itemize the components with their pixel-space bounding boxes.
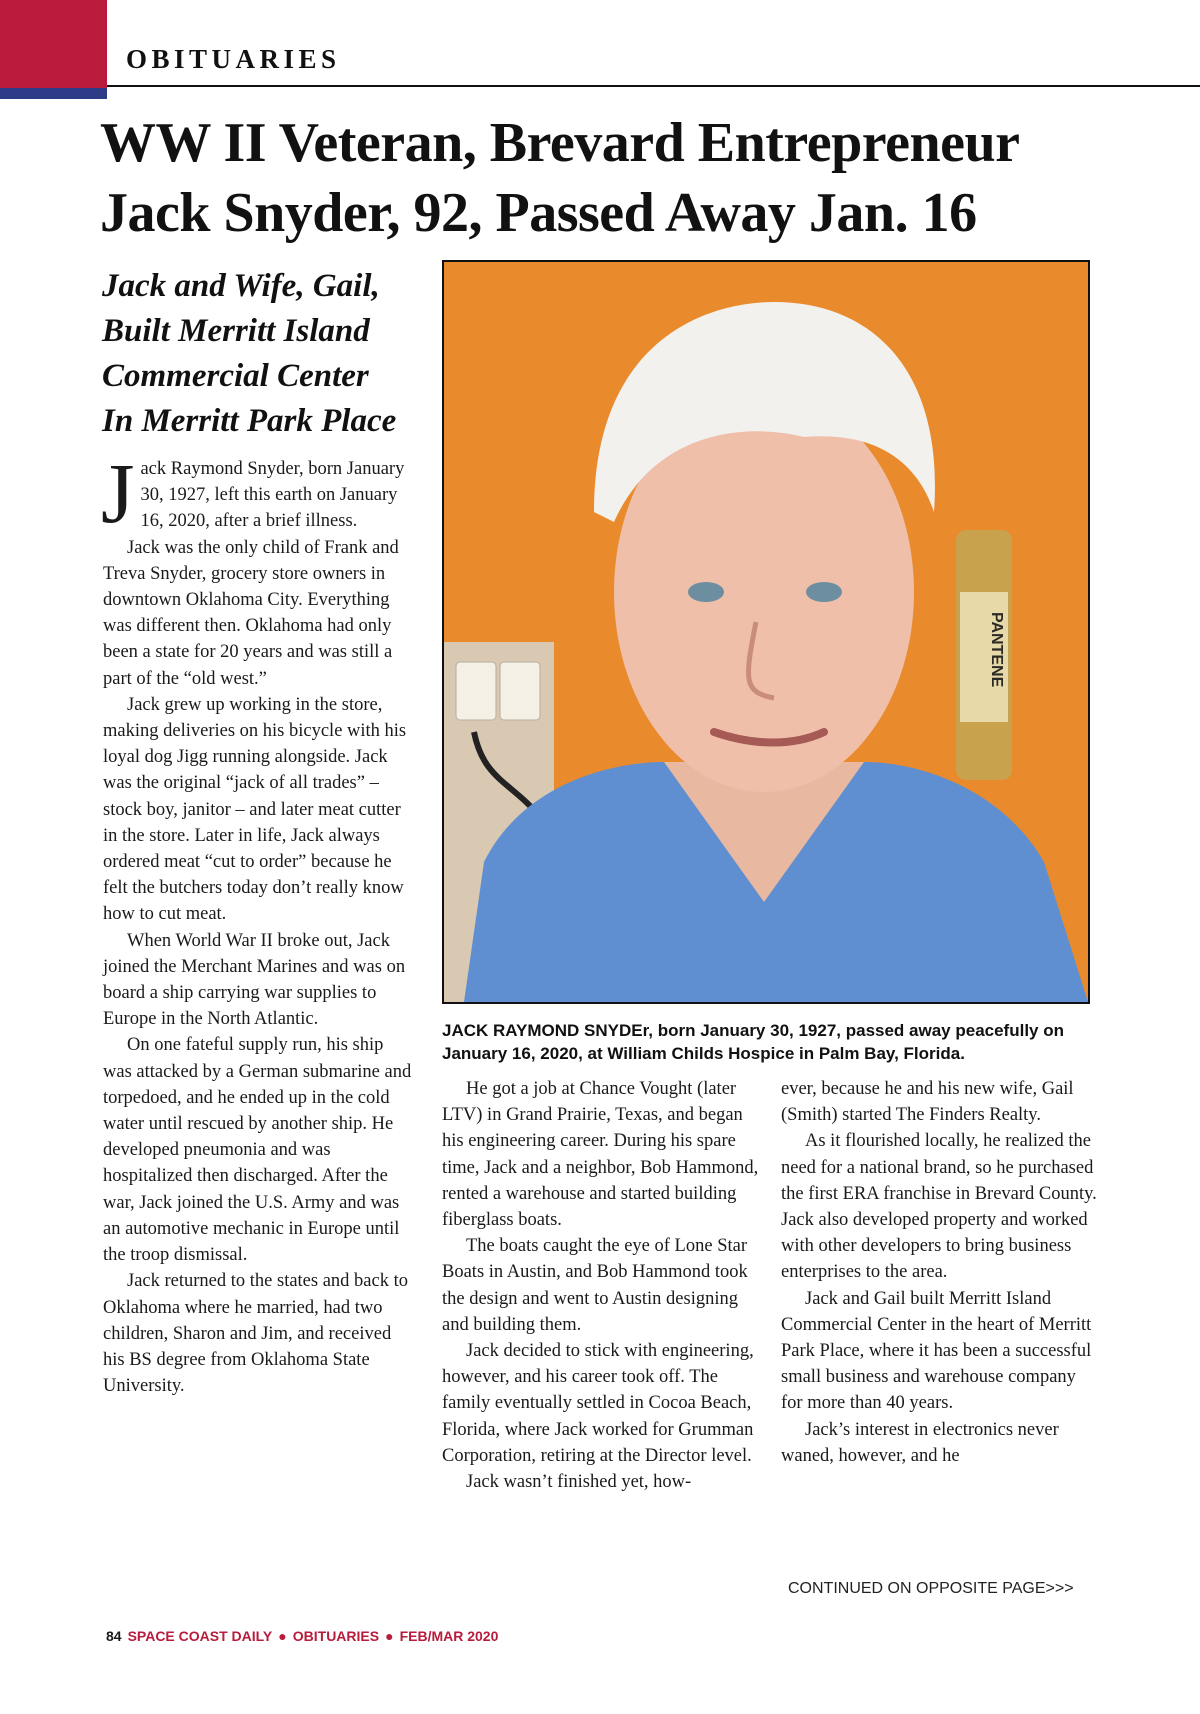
paragraph-5: On one fateful supply run, his ship was attacked by a German submarine and torpedoed, and he ended up in the cold water until rescued by another ship. He developed pneumonia and was hospitalized then discharged. After the war, Jack joined the U.S. Army and was an automotive mechanic in Europe until the troop dismissal.: [103, 1035, 412, 1266]
headline-line-2: Jack Snyder, 92, Passed Away Jan. 16: [100, 182, 977, 244]
footer-issue: FEB/MAR 2020: [399, 1628, 499, 1644]
paragraph-14: Jack’s interest in electronics never waned, however, and he: [781, 1419, 1059, 1466]
portrait-illustration: [444, 262, 1088, 1002]
page-footer: [106, 1628, 498, 1644]
page-number: 84: [106, 1628, 122, 1644]
footer-separator-2: ●: [385, 1628, 394, 1644]
photo-caption: JACK RAYMOND SNYDEr, born January 30, 1927, passed away peacefully on January 16, 2020, at William Childs Hospice in Palm Bay, Florida.: [442, 1021, 1064, 1063]
drop-cap: J: [101, 445, 135, 541]
paragraph-8: The boats caught the eye of Lone Star Boats in Austin, and Bob Hammond took the design and went to Austin designing and building them.: [442, 1236, 748, 1335]
paragraph-11: ever, because he and his new wife, Gail (Smith) started The Finders Realty.: [781, 1079, 1074, 1126]
paragraph-1-text: ack Raymond Snyder, born January 30, 1927, left this earth on January 16, 2020, after a brief illness.: [140, 459, 405, 532]
article-column-3: [781, 1076, 1101, 1469]
wall-outlet-1: [456, 662, 496, 720]
subhead-line-4: In Merritt Park Place: [102, 403, 397, 439]
pantene-can-text: PANTENE: [988, 612, 1005, 688]
publication-name: SPACE COAST DAILY: [127, 1628, 273, 1644]
portrait-photo: [442, 260, 1090, 1004]
paragraph-3: Jack grew up working in the store, making deliveries on his bicycle with his loyal dog Jigg running alongside. Jack was the original “jack of all trades” – stock boy, janitor – and later meat cutter in the store. Later in life, Jack always ordered meat “cut to order” because he felt the butchers today don’t really know how to cut meat.: [103, 694, 407, 925]
paragraph-7: He got a job at Chance Vought (later LTV) in Grand Prairie, Texas, and began his engineering career. During his spare time, Jack and a neighbor, Bob Hammond, rented a warehouse and started building fiberglass boats.: [442, 1079, 759, 1231]
footer-section: OBITUARIES: [292, 1628, 380, 1644]
paragraph-1: [101, 445, 416, 541]
paragraph-2: Jack was the only child of Frank and Treva Snyder, grocery store owners in downtown Oklahoma City. Everything was different then. Oklahoma had only been a state for 20 years and was still a part of the “old west.”: [103, 537, 399, 689]
continued-note: CONTINUED ON OPPOSITE PAGE>>>: [788, 1580, 1074, 1597]
header-accent-block: [0, 0, 107, 88]
subhead-line-3: Commercial Center: [102, 358, 369, 394]
footer-separator-1: ●: [278, 1628, 287, 1644]
section-label: OBITUARIES: [126, 44, 341, 74]
article-column-1: [101, 445, 416, 1399]
paragraph-6: Jack returned to the states and back to Oklahoma where he married, had two children, Sharon and Jim, and received his BS degree from Oklahoma State University.: [103, 1271, 408, 1397]
right-eye: [806, 582, 842, 602]
header-accent-line: [0, 88, 107, 99]
left-eye: [688, 582, 724, 602]
subheadline: [102, 264, 402, 444]
headline: [100, 108, 1100, 248]
subhead-line-2: Built Merritt Island: [102, 313, 370, 349]
paragraph-10: Jack wasn’t finished yet, how-: [466, 1472, 692, 1493]
paragraph-4: When World War II broke out, Jack joined the Merchant Marines and was on board a ship carrying war supplies to Europe in the North Atlantic.: [103, 930, 406, 1030]
wall-outlet-2: [500, 662, 540, 720]
paragraph-12: As it flourished locally, he realized the need for a national brand, so he purchased the first ERA franchise in Brevard County. Jack also developed property and worked with other developers to bring business enterprises to the area.: [781, 1131, 1097, 1283]
subhead-line-1: Jack and Wife, Gail,: [102, 268, 380, 304]
paragraph-13: Jack and Gail built Merritt Island Commercial Center in the heart of Merritt Park Place, where it has been a successful small business and warehouse company for more than 40 years.: [781, 1288, 1092, 1414]
article-column-2: [442, 1076, 760, 1495]
header-rule: [107, 85, 1200, 87]
paragraph-9: Jack decided to stick with engineering, however, and his career took off. The family eventually settled in Cocoa Beach, Florida, where Jack worked for Grumman Corporation, retiring at the Director level.: [442, 1341, 754, 1466]
headline-line-1: WW II Veteran, Brevard Entrepreneur: [100, 112, 1020, 174]
